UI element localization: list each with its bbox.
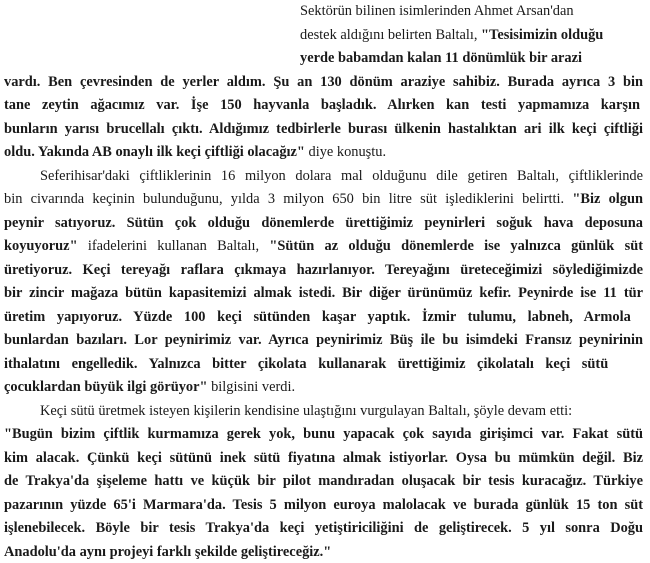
text-line	[4, 259, 643, 281]
text-line	[4, 517, 643, 539]
text-line	[4, 71, 643, 93]
text-line	[4, 423, 643, 445]
text-line	[4, 235, 643, 257]
bold-text: ithalatını engelledik. Yalnızca bitter çikolata kullanarak ürettiğimiz çikolatalı keçi sütü	[4, 355, 609, 372]
bold-text: Anadolu'da aynı projeyi farklı şekilde geliştireceğiz."	[4, 543, 332, 560]
bold-text: çocuklardan büyük ilgi görüyor"	[4, 379, 208, 395]
text-line	[300, 24, 643, 46]
text-line	[4, 282, 643, 304]
text-line	[4, 188, 643, 210]
text: destek aldığını belirten Baltalı,	[300, 26, 482, 43]
bold-text: vardı. Ben çevresinden de yerler aldım. Şu an 130 dönüm araziye sahibiz. Burada ayrıca 3 bin	[4, 73, 643, 90]
bold-text: işlenebilecek. Böyle bir tesis Trakya'da keçi yetiştiriciliğini de geliştirecek. 5 yıl sonra Doğu	[4, 520, 643, 536]
text: Seferihisar'daki çiftliklerinin 16 milyon dolara mal olduğunu dile getiren Baltalı, çiftliklerinde	[40, 167, 643, 184]
bold-text: bunlardan bazıları. Lor peynirimiz var. Ayrıca peynirimiz Büş ile bu isimdeki Fransız peynirinin	[4, 332, 643, 348]
text-line	[4, 494, 643, 516]
bold-text: bunların yarısı brucellalı çıktı. Aldığımız tedbirlerle burası ülkenin hastalıktan ari ilk keçi çiftliği	[4, 120, 643, 137]
bold-text: "Tesisimizin olduğu	[481, 26, 604, 43]
text-line	[4, 329, 643, 351]
text-line	[4, 470, 643, 492]
text: ifadelerini kullanan Baltalı,	[77, 238, 270, 254]
bold-text: de Trakya'da şişeleme hattı ve küçük bir pilot mandıradan oluşacak bir tesis kuracağız. Türkiye	[4, 473, 643, 489]
text: Keçi sütü üretmek isteyen kişilerin kendisine ulaştığını vurgulayan Baltalı, şöyle devam etti:	[40, 402, 573, 419]
text-line	[4, 447, 643, 469]
text-line	[4, 306, 643, 328]
bold-text: pazarının yüzde 65'i Marmara'da. Tesis 5 milyon euroya malolacak ve burada günlük 15 ton süt	[4, 496, 643, 513]
bold-text: koyuyoruz"	[4, 238, 78, 254]
text-line	[4, 118, 643, 140]
text-line	[4, 541, 643, 563]
bold-text: tane zeytin ağacımız var. İşe 150 hayvanla başladık. Alırken kan testi yapmamıza karşın	[4, 97, 640, 113]
text-line	[4, 376, 643, 398]
bold-text: "Bugün bizim çiftlik kurmamıza gerek yok, bunu yapacak çok sayıda girişimci var. Fakat sütü	[4, 426, 643, 442]
text-line	[300, 47, 643, 69]
text: diye konuştu.	[304, 144, 387, 160]
bold-text: üretim yapıyoruz. Yüzde 100 keçi sütünden kaşar yaptık. İzmir tulumu, labneh, Armola	[4, 308, 631, 325]
bold-text: peynir satıyoruz. Sütün çok olduğu dönemlerde ürettiğimiz peynirleri soğuk hava deposuna	[4, 214, 643, 231]
text: bin civarında keçinin bulunduğunu, yılda 3 milyon 650 bin litre süt işlediklerini belirtti.	[4, 191, 573, 207]
text-line	[300, 0, 643, 22]
bold-text: bir zincir mağaza bütün kapasitemizi almak istedi. Bir diğer ürünümüz kefir. Peynirde ise 11 tür	[4, 285, 643, 301]
bold-text: kim alacak. Çünkü keçi sütünü inek sütü fiyatına almak istiyorlar. Oysa bu mümkün değil. Biz	[4, 449, 643, 466]
text-line	[4, 94, 643, 116]
text: bilgisini verdi.	[207, 379, 296, 395]
bold-text: "Biz olgun	[572, 191, 644, 207]
bold-text: yerde babamdan kalan 11 dönümlük bir arazi	[300, 50, 583, 66]
text-line	[40, 400, 643, 422]
text-line	[4, 353, 643, 375]
text: Sektörün bilinen isimlerinden Ahmet Arsan'dan	[300, 3, 574, 19]
text-line	[40, 165, 643, 187]
bold-text: oldu. Yakında AB onaylı ilk keçi çiftliği olacağız"	[4, 144, 305, 160]
text-line	[4, 141, 643, 163]
bold-text: "Sütün az olduğu dönemlerde ise yalnızca günlük süt	[269, 238, 643, 254]
bold-text: üretiyoruz. Keçi tereyağı raflara çıkmaya hazırlanıyor. Tereyağını üreteceğimizi söylediğimizde	[4, 261, 643, 278]
text-line	[4, 212, 643, 234]
